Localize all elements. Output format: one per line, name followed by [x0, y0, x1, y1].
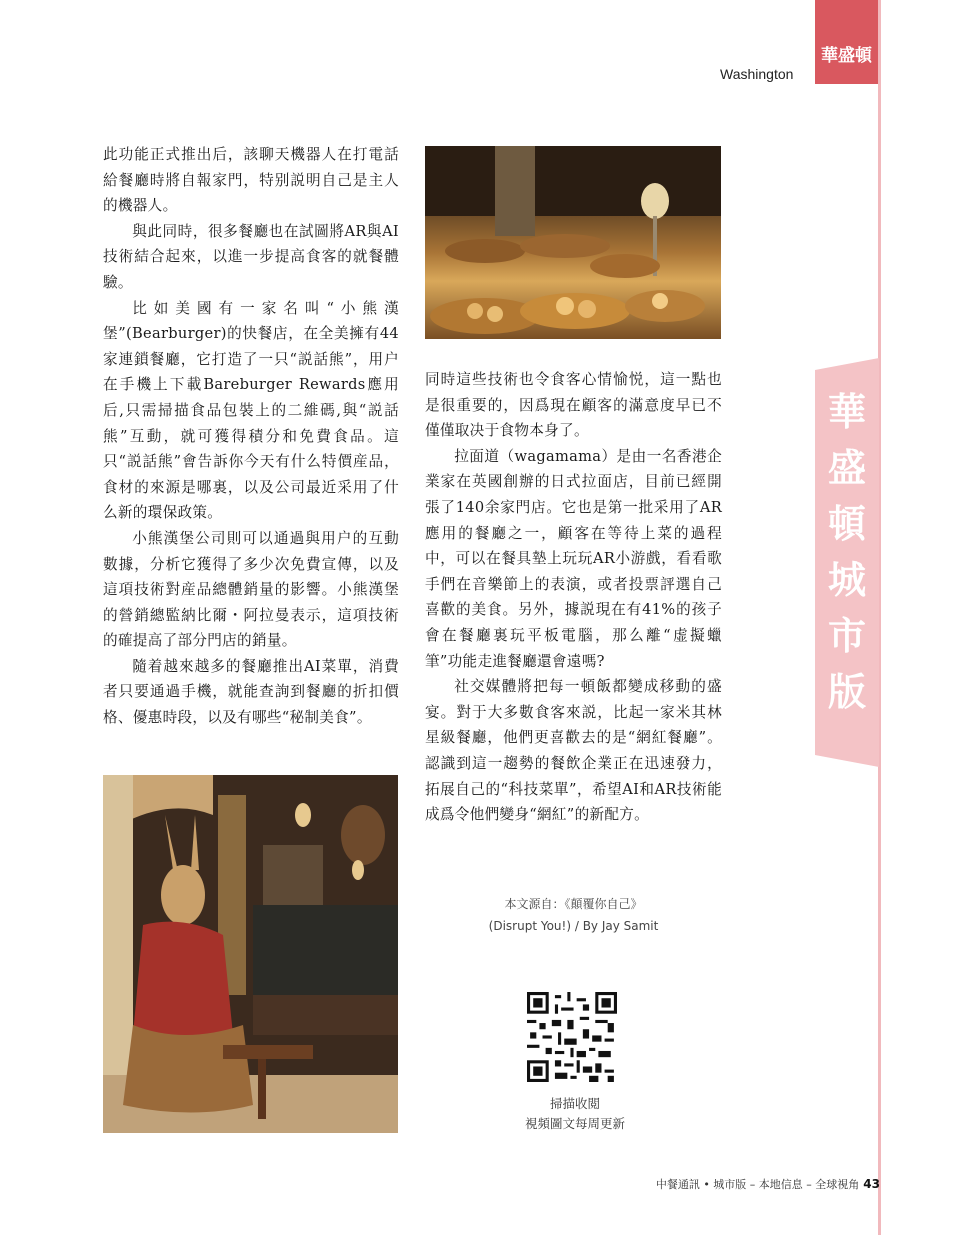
source-line-2: (Disrupt You!) / By Jay Samit [488, 919, 659, 933]
article-paragraph: 比如美國有一家名叫“小熊漢堡”(Bearburger)的快餐店，在全美擁有44家連鎖餐廳，它打造了一只“説話熊”，用户在手機上下載Bareburger Rewards應用后,只需掃描食品包裝上的二維碼,與“説話熊”互動，就可獲得積分和免費食品。這只“説話熊”會告訴你今天有什么特價産品，食材的來源是哪裏，以及公司最近采用了什么新的環保政策。 [103, 299, 399, 522]
article-paragraph: 此功能正式推出后，該聊天機器人在打電話給餐廳時將自報家門，特别説明自己是主人的機器人。 [103, 146, 399, 215]
qr-caption-line-2: 視頻圖文每周更新 [524, 1116, 625, 1131]
side-banner-char: 盛 [827, 446, 866, 490]
article-paragraph: 小熊漢堡公司則可以通過與用户的互動數據，分析它獲得了多少次免費宣傳，以及這項技術對産品總體銷量的影響。小熊漢堡的營銷總監納比爾・阿拉曼表示，這項技術的確提高了部分門店的銷量。 [103, 529, 399, 650]
article-paragraph: 社交媒體將把每一頓飯都變成移動的盛宴。對于大多數食客來説，比起一家米其林星級餐廳，他們更喜歡去的是“網紅餐廳”。認識到這一趨勢的餐飲企業正在迅速發力，拓展自己的“科技菜單”，希望AI和AR技術能成爲令他們變身“網紅”的新配方。 [425, 678, 722, 824]
article-paragraph: 同時這些技術也令食客心情愉悦，這一點也是很重要的，因爲現在顧客的滿意度早已不僅僅取决于食物本身了。 [425, 371, 722, 440]
footer-text: 中餐通訊 • 城市版 – 本地信息 – 全球視角 [655, 1178, 860, 1191]
source-line-1: 本文源自：《顛覆你自己》 [504, 897, 643, 911]
article-paragraph: 拉面道（wagamama）是由一名香港企業家在英國創辦的日式拉面店，目前已經開張了140余家門店。它也是第一批采用了AR應用的餐廳之一，顧客在等待上菜的過程中，可以在餐具墊上玩玩AR小游戲，看看歌手們在音樂節上的表演，或者投票評選自己喜歡的美食。另外，據説現在有41%的孩子會在餐廳裏玩平板電腦，那么離“虚擬蠟筆”功能走進餐廳還會遠嗎? [425, 447, 722, 670]
section-tab-label: 華盛頓 [821, 46, 872, 66]
side-banner-char: 頓 [827, 502, 866, 546]
page-footer [640, 1176, 880, 1192]
article-paragraph: 與此同時，很多餐廳也在試圖將AR與AI技術結合起來，以進一步提高食客的就餐體驗。 [103, 222, 399, 291]
article-right-column [425, 367, 722, 828]
qr-caption-line-1: 掃描收閲 [549, 1096, 600, 1111]
restaurant-rabbit-photo-art [103, 775, 398, 1133]
buffet-photo-art [425, 146, 721, 339]
side-banner-title [815, 384, 879, 720]
article-left-column [103, 142, 399, 731]
article-paragraph: 隨着越來越多的餐廳推出AI菜單，消費者只要通過手機，就能查詢到餐廳的折扣價格、優惠時段，以及有哪些“秘制美食”。 [103, 657, 399, 727]
side-banner-char: 版 [827, 670, 866, 714]
buffet-photo [425, 146, 721, 339]
page-number: 43 [863, 1177, 880, 1191]
side-banner-char: 市 [827, 614, 866, 658]
section-tab [815, 0, 878, 84]
side-banner-char: 城 [827, 558, 866, 602]
side-banner-char: 華 [827, 390, 866, 434]
restaurant-rabbit-photo [103, 775, 398, 1133]
city-heading: Washington [720, 66, 794, 82]
qr-code[interactable] [527, 992, 617, 1082]
